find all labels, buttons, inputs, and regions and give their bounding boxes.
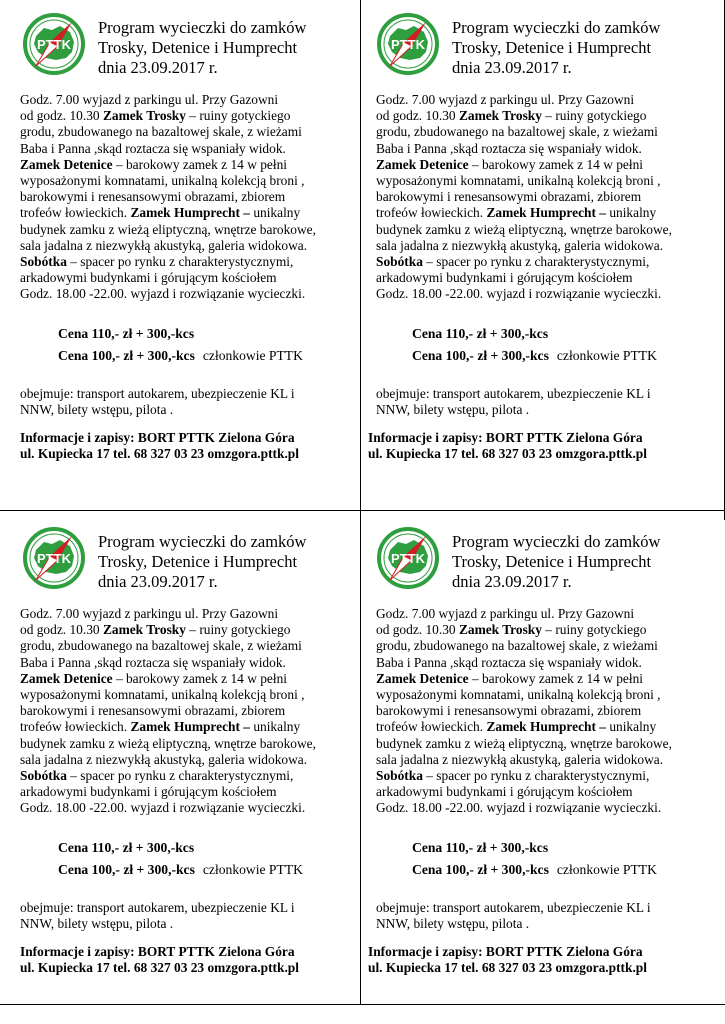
- logo-text: PTTK: [37, 551, 71, 566]
- title-line-1: Program wycieczki do zamków: [98, 18, 307, 37]
- schedule-line: od godz. 10.30 Zamek Trosky – ruiny gotyckiego: [376, 622, 647, 638]
- schedule-line: trofeów łowieckich. Zamek Humprecht – unikalny: [20, 719, 301, 735]
- schedule-line: grodu, zbudowanego na bazaltowej skale, z wieżami: [376, 638, 658, 654]
- title-line-1: Program wycieczki do zamków: [452, 532, 661, 551]
- schedule-line: grodu, zbudowanego na bazaltowej skale, z wieżami: [20, 638, 302, 654]
- schedule-text: [20, 606, 365, 817]
- schedule-line: od godz. 10.30 Zamek Trosky – ruiny gotyckiego: [20, 622, 291, 638]
- schedule-text: [20, 92, 365, 303]
- title-line-2: Trosky, Detenice i Humprecht: [452, 552, 652, 571]
- flyer-title: [98, 532, 306, 592]
- schedule-line: Baba i Panna ,skąd roztacza się wspaniały widok.: [376, 140, 642, 156]
- schedule-line: budynek zamku z wieżą eliptyczną, wnętrze barokowe,: [376, 735, 672, 751]
- contact-info: [368, 944, 718, 977]
- schedule-line: sala jadalna z niezwykłą akustyką, galeria widokowa.: [20, 751, 308, 767]
- flyer-title: [452, 532, 660, 592]
- schedule-line: Sobótka – spacer po rynku z charakterystycznymi,: [376, 768, 650, 784]
- schedule-line: arkadowymi budynkami i górującym kościołem: [376, 270, 633, 286]
- castle-humprecht: Zamek Humprecht –: [486, 719, 606, 735]
- title-line-3: dnia 23.09.2017 r.: [98, 58, 218, 77]
- logo-text: PTTK: [391, 551, 425, 566]
- includes-text: [376, 900, 716, 933]
- schedule-line: budynek zamku z wieżą eliptyczną, wnętrze barokowe,: [376, 221, 672, 237]
- contact-info: [20, 944, 370, 977]
- title-line-3: dnia 23.09.2017 r.: [452, 572, 572, 591]
- schedule-line: Godz. 7.00 wyjazd z parkingu ul. Przy Gazowni: [376, 606, 635, 621]
- includes-text: [20, 900, 360, 933]
- pttk-logo-icon: [22, 12, 86, 76]
- includes-line: obejmuje: transport autokarem, ubezpieczenie KL i: [376, 900, 651, 915]
- schedule-line: Baba i Panna ,skąd roztacza się wspaniały widok.: [20, 654, 286, 670]
- price-members: Cena 100,- zł + 300,-kcs członkowie PTTK: [58, 862, 303, 877]
- schedule-line: arkadowymi budynkami i górującym kościołem: [20, 270, 277, 286]
- price-members-note: członkowie PTTK: [202, 348, 303, 363]
- schedule-line: od godz. 10.30 Zamek Trosky – ruiny gotyckiego: [376, 108, 647, 124]
- schedule-line: sala jadalna z niezwykłą akustyką, galeria widokowa.: [20, 237, 308, 253]
- includes-line: NNW, bilety wstępu, pilota .: [20, 402, 174, 418]
- schedule-line: Godz. 18.00 -22.00. wyjazd i rozwiązanie wycieczki.: [20, 800, 306, 816]
- contact-line-1: Informacje i zapisy: BORT PTTK Zielona Góra: [368, 430, 643, 445]
- castle-detenice: Zamek Detenice: [376, 156, 469, 172]
- castle-trosky: Zamek Trosky: [102, 622, 186, 638]
- title-line-2: Trosky, Detenice i Humprecht: [98, 38, 298, 57]
- price-members: Cena 100,- zł + 300,-kcs członkowie PTTK: [412, 862, 657, 877]
- contact-line-1: Informacje i zapisy: BORT PTTK Zielona Góra: [20, 944, 295, 959]
- castle-humprecht: Zamek Humprecht –: [130, 205, 250, 221]
- schedule-line: arkadowymi budynkami i górującym kościołem: [20, 784, 277, 800]
- schedule-line: Sobótka – spacer po rynku z charakterystycznymi,: [20, 768, 294, 784]
- schedule-line: Godz. 18.00 -22.00. wyjazd i rozwiązanie wycieczki.: [376, 286, 662, 302]
- contact-info: [368, 430, 718, 463]
- castle-humprecht: Zamek Humprecht –: [486, 205, 606, 221]
- castle-detenice: Zamek Detenice: [376, 670, 469, 686]
- schedule-line: wyposażonymi komnatami, unikalną kolekcją broni ,: [376, 687, 661, 703]
- schedule-line: Godz. 18.00 -22.00. wyjazd i rozwiązanie wycieczki.: [376, 800, 662, 816]
- logo-text: PTTK: [37, 37, 71, 52]
- title-line-1: Program wycieczki do zamków: [452, 18, 661, 37]
- contact-line-2: ul. Kupiecka 17 tel. 68 327 03 23 omzgora.pttk.pl: [368, 960, 647, 976]
- contact-line-2: ul. Kupiecka 17 tel. 68 327 03 23 omzgora.pttk.pl: [368, 446, 647, 462]
- schedule-line: wyposażonymi komnatami, unikalną kolekcją broni ,: [20, 687, 305, 703]
- schedule-line: Godz. 7.00 wyjazd z parkingu ul. Przy Gazowni: [20, 92, 279, 107]
- includes-text: [376, 386, 716, 419]
- castle-trosky: Zamek Trosky: [458, 108, 542, 124]
- town-sobotka: Sobótka: [20, 254, 67, 270]
- includes-line: NNW, bilety wstępu, pilota .: [376, 402, 530, 418]
- flyer-top-left: [20, 8, 365, 508]
- contact-line-2: ul. Kupiecka 17 tel. 68 327 03 23 omzgora.pttk.pl: [20, 960, 299, 976]
- schedule-line: trofeów łowieckich. Zamek Humprecht – unikalny: [376, 719, 657, 735]
- contact-line-2: ul. Kupiecka 17 tel. 68 327 03 23 omzgora.pttk.pl: [20, 446, 299, 462]
- price-members-note: członkowie PTTK: [556, 862, 657, 877]
- price-regular: Cena 110,- zł + 300,-kcs: [412, 326, 549, 341]
- schedule-line: budynek zamku z wieżą eliptyczną, wnętrze barokowe,: [20, 735, 316, 751]
- castle-detenice: Zamek Detenice: [20, 670, 113, 686]
- schedule-line: grodu, zbudowanego na bazaltowej skale, z wieżami: [376, 124, 658, 140]
- price-members-note: członkowie PTTK: [202, 862, 303, 877]
- castle-detenice: Zamek Detenice: [20, 156, 113, 172]
- schedule-line: wyposażonymi komnatami, unikalną kolekcją broni ,: [20, 173, 305, 189]
- title-line-3: dnia 23.09.2017 r.: [98, 572, 218, 591]
- town-sobotka: Sobótka: [376, 254, 423, 270]
- schedule-line: grodu, zbudowanego na bazaltowej skale, z wieżami: [20, 124, 302, 140]
- title-line-1: Program wycieczki do zamków: [98, 532, 307, 551]
- price-members-note: członkowie PTTK: [556, 348, 657, 363]
- town-sobotka: Sobótka: [20, 768, 67, 784]
- castle-trosky: Zamek Trosky: [102, 108, 186, 124]
- schedule-line: Godz. 7.00 wyjazd z parkingu ul. Przy Gazowni: [20, 606, 279, 621]
- contact-line-1: Informacje i zapisy: BORT PTTK Zielona Góra: [368, 944, 643, 959]
- schedule-line: wyposażonymi komnatami, unikalną kolekcją broni ,: [376, 173, 661, 189]
- pttk-logo-icon: [376, 12, 440, 76]
- schedule-line: Godz. 18.00 -22.00. wyjazd i rozwiązanie wycieczki.: [20, 286, 306, 302]
- castle-humprecht: Zamek Humprecht –: [130, 719, 250, 735]
- schedule-line: barokowymi i renesansowymi obrazami, zbiorem: [20, 703, 286, 719]
- price-regular: Cena 110,- zł + 300,-kcs: [58, 326, 195, 341]
- schedule-line: trofeów łowieckich. Zamek Humprecht – unikalny: [376, 205, 657, 221]
- schedule-line: barokowymi i renesansowymi obrazami, zbiorem: [20, 189, 286, 205]
- includes-line: obejmuje: transport autokarem, ubezpieczenie KL i: [376, 386, 651, 401]
- schedule-line: Baba i Panna ,skąd roztacza się wspaniały widok.: [20, 140, 286, 156]
- contact-line-1: Informacje i zapisy: BORT PTTK Zielona Góra: [20, 430, 295, 445]
- flyer-bottom-left: [20, 522, 365, 1022]
- schedule-text: [376, 92, 721, 303]
- schedule-line: sala jadalna z niezwykłą akustyką, galeria widokowa.: [376, 751, 664, 767]
- schedule-line: Sobótka – spacer po rynku z charakterystycznymi,: [376, 254, 650, 270]
- logo-text: PTTK: [391, 37, 425, 52]
- title-line-2: Trosky, Detenice i Humprecht: [452, 38, 652, 57]
- castle-trosky: Zamek Trosky: [458, 622, 542, 638]
- schedule-line: budynek zamku z wieżą eliptyczną, wnętrze barokowe,: [20, 221, 316, 237]
- flyer-bottom-right: [368, 522, 719, 1022]
- schedule-line: Sobótka – spacer po rynku z charakterystycznymi,: [20, 254, 294, 270]
- horizontal-cut-line: [0, 510, 725, 511]
- pttk-logo-icon: [376, 526, 440, 590]
- schedule-line: trofeów łowieckich. Zamek Humprecht – unikalny: [20, 205, 301, 221]
- schedule-line: sala jadalna z niezwykłą akustyką, galeria widokowa.: [376, 237, 664, 253]
- schedule-line: Zamek Detenice – barokowy zamek z 14 w pełni: [376, 156, 643, 172]
- includes-line: obejmuje: transport autokarem, ubezpieczenie KL i: [20, 386, 295, 401]
- price-regular: Cena 110,- zł + 300,-kcs: [58, 840, 195, 855]
- schedule-line: Zamek Detenice – barokowy zamek z 14 w pełni: [20, 670, 287, 686]
- includes-line: NNW, bilety wstępu, pilota .: [20, 916, 174, 932]
- title-line-3: dnia 23.09.2017 r.: [452, 58, 572, 77]
- town-sobotka: Sobótka: [376, 768, 423, 784]
- flyer-top-right: [368, 8, 719, 508]
- flyer-title: [98, 18, 306, 78]
- title-line-2: Trosky, Detenice i Humprecht: [98, 552, 298, 571]
- contact-info: [20, 430, 370, 463]
- schedule-line: barokowymi i renesansowymi obrazami, zbiorem: [376, 703, 642, 719]
- price-members: Cena 100,- zł + 300,-kcs członkowie PTTK: [58, 348, 303, 363]
- price-members: Cena 100,- zł + 300,-kcs członkowie PTTK: [412, 348, 657, 363]
- includes-text: [20, 386, 360, 419]
- flyer-title: [452, 18, 660, 78]
- schedule-line: barokowymi i renesansowymi obrazami, zbiorem: [376, 189, 642, 205]
- schedule-line: Baba i Panna ,skąd roztacza się wspaniały widok.: [376, 654, 642, 670]
- schedule-line: Godz. 7.00 wyjazd z parkingu ul. Przy Gazowni: [376, 92, 635, 107]
- schedule-line: Zamek Detenice – barokowy zamek z 14 w pełni: [20, 156, 287, 172]
- price-regular: Cena 110,- zł + 300,-kcs: [412, 840, 549, 855]
- includes-line: obejmuje: transport autokarem, ubezpieczenie KL i: [20, 900, 295, 915]
- pttk-logo-icon: [22, 526, 86, 590]
- includes-line: NNW, bilety wstępu, pilota .: [376, 916, 530, 932]
- schedule-line: od godz. 10.30 Zamek Trosky – ruiny gotyckiego: [20, 108, 291, 124]
- schedule-text: [376, 606, 721, 817]
- schedule-line: arkadowymi budynkami i górującym kościołem: [376, 784, 633, 800]
- schedule-line: Zamek Detenice – barokowy zamek z 14 w pełni: [376, 670, 643, 686]
